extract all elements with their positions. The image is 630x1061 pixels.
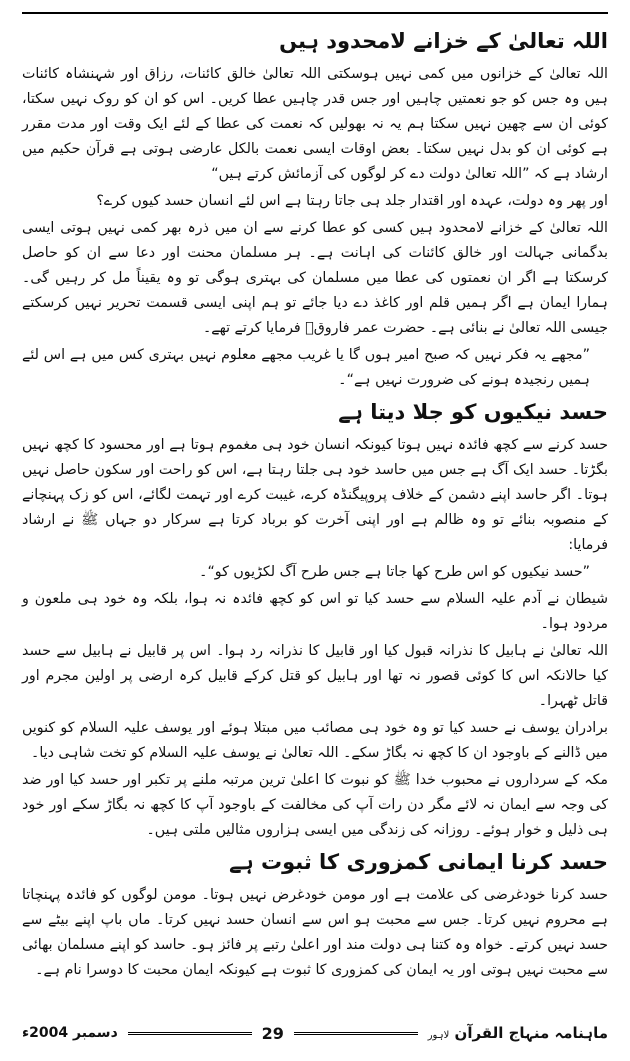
paragraph: شیطان نے آدم علیہ السلام سے حسد کیا تو اس کو کچھ فائدہ نہ ہوا، بلکہ وہ خود ہی ملعون و مردود ہوا۔ xyxy=(22,591,608,632)
quote: ”حسد نیکیوں کو اس طرح کھا جاتا ہے جس طرح آگ لکڑیوں کو“۔ xyxy=(199,564,590,580)
article-body xyxy=(22,22,608,1009)
paragraph: برادران یوسف نے حسد کیا تو وہ خود ہی مصائب میں مبتلا ہوئے اور یوسف علیہ السلام کو کنویں میں ڈالنے کے باوجود ان کا کچھ نہ بگاڑ سکے۔ اللہ تعالیٰ نے یوسف علیہ السلام کو تخت شاہی دیا۔ xyxy=(22,720,608,761)
paragraph: اللہ تعالیٰ کے خزانے لامحدود ہیں کسی کو عطا کرنے سے ان میں ذرہ بھر کمی نہیں ہوتی ایسی بدگمانی جہالت اور خالق کائنات کی اہانت ہے۔ ہر مسلمان محنت اور دعا سے ان کو حاصل کرسکتا ہے اگر ان نعمتوں کی عطا میں مسلمان کی بہتری ہوگی تو وہ یقیناً مل کر رہیں گی۔ ہمارا ایمان ہے اگر ہمیں قلم اور کاغذ دے دیا جائے تو ہم اپنی ایسی قسمت تحریر نہیں کرسکتے جیسی اللہ تعالیٰ نے بنائی ہے۔ حضرت عمر فاروقؓ فرمایا کرتے تھے۔ xyxy=(22,220,608,336)
section-heading: اللہ تعالیٰ کے خزانے لامحدود ہیں xyxy=(279,29,608,53)
section-treasures xyxy=(22,26,608,393)
paragraph: اللہ تعالیٰ نے ہابیل کا نذرانہ قبول کیا اور قابیل کا نذرانہ رد ہوا۔ اس پر قابیل نے ہابیل سے حسد کیا حالانکہ اس کا کوئی قصور نہ تھا اور ہابیل کو قتل کرکے قابیل کرہ ارضی پر اولین مجرم اور قاتل ٹھہرا۔ xyxy=(22,643,608,709)
footer-rule xyxy=(294,1032,418,1035)
footer-rule xyxy=(128,1032,252,1035)
issue-date: دسمبر 2004ء xyxy=(21,1025,118,1041)
top-rule xyxy=(22,12,608,14)
paragraph: حسد کرنا خودغرضی کی علامت ہے اور مومن خودغرض نہیں ہوتا۔ مومن لوگوں کو فائدہ پہنچاتا ہے محروم نہیں کرتا۔ جس سے محبت ہو اس سے انسان حسد نہیں کرتا۔ ماں باپ اپنے بیٹے سے حسد نہیں کرتے۔ خواہ وہ کتنا ہی دولت مند اور اعلیٰ رتبے پر فائز ہو۔ حاسد کو اپنے مسلمان بھائی سے محبت نہیں ہوتی اور یہ ایمان کی کمزوری کا ثبوت ہے کیونکہ ایمان محبت کا دوسرا نام ہے۔ xyxy=(22,887,608,978)
magazine-title: ماہنامہ منہاج القرآن لاہور xyxy=(427,1024,608,1042)
section-heading: حسد نیکیوں کو جلا دیتا ہے xyxy=(338,400,608,424)
section-heading: حسد کرنا ایمانی کمزوری کا ثبوت ہے xyxy=(229,850,608,874)
page-number: 29 xyxy=(261,1023,284,1043)
magazine-city: لاہور xyxy=(427,1030,450,1041)
page-footer xyxy=(22,1019,608,1047)
paragraph: اللہ تعالیٰ کے خزانوں میں کمی نہیں ہوسکتی اللہ تعالیٰ خالق کائنات، رزاق اور شہنشاہ کائنات ہیں وہ جس کو جو نعمتیں چاہیں اور جس قدر چاہیں عطا کریں۔ اس کو ان کو روک نہیں سکتا، کوئی ان سے چھین نہیں سکتا ہم یہ نہ بھولیں کہ نعمت کی عطا کے لئے ایک وقت اور مدت مقرر ہے کوئی ان کو بدل نہیں سکتا۔ بعض اوقات ایسی نعمت بالکل عارضی ہوتی ہے قرآن حکیم میں ارشاد ہے کہ ”اللہ تعالیٰ دولت دے کر لوگوں کی آزمائش کرتے ہیں“ xyxy=(22,66,608,182)
section-faith-weakness xyxy=(22,847,608,983)
quote: ”مجھے یہ فکر نہیں کہ صبح امیر ہوں گا یا غریب مجھے معلوم نہیں بہتری کس میں ہے اس لئے ہمیں رنجیدہ ہونے کی ضرورت نہیں ہے“۔ xyxy=(22,347,590,388)
paragraph: اور پھر وہ دولت، عہدہ اور اقتدار جلد ہی جاتا رہتا ہے اس لئے انسان حسد کیوں کرے؟ xyxy=(96,193,608,209)
paragraph: مکہ کے سرداروں نے محبوب خدا ﷺ کو نبوت کا اعلیٰ ترین مرتبہ ملنے پر تکبر اور حسد کیا اور ضد کی وجہ سے ایمان نہ لائے مگر دن رات آپ کی مخالفت کے باوجود آپ کا کچھ نہ بگاڑ سکے اور خود ہی ذلیل و خوار ہوئے۔ روزانہ کی زندگی میں ایسی ہزاروں مثالیں ملتی ہیں۔ xyxy=(22,772,608,838)
section-envy-burns xyxy=(22,397,608,843)
paragraph: حسد کرنے سے کچھ فائدہ نہیں ہوتا کیونکہ انسان خود ہی مغموم ہوتا ہے اور محسود کا کچھ نہیں بگڑتا۔ حسد ایک آگ ہے جس میں حاسد خود ہی جلتا رہتا ہے، اس کو راحت اور سکون حاصل نہیں ہوتا۔ اگر حاسد اپنے دشمن کے خلاف پروپیگنڈہ کرے، غیبت کرے اور تہمت لگائے، اس کو زک پہنچانے کے منصوبہ بنائے تو وہ ظالم ہے اور اپنی آخرت کو برباد کرتا ہے سرکار دو جہاں ﷺ نے ارشاد فرمایا: xyxy=(22,437,608,553)
